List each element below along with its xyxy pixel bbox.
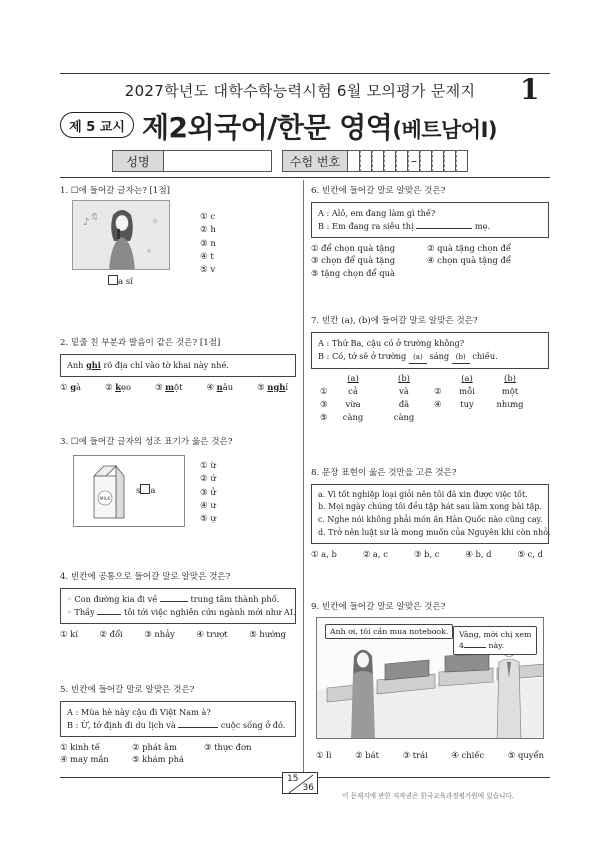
option[interactable]: ② h <box>200 225 216 236</box>
question-box: a. Vì tốt nghiệp loại giỏi nên tôi đã xin được việc tốt. b. Mọi ngày chúng tôi đều tập hát sau làm xong bài tập. c. Nghe nói không phải món ăn Hàn Quốc nào cũng cay. d. Trở nên luật sư là mong muốn của Nguyên khi còn nhỏ. <box>311 484 549 545</box>
option[interactable]: ④ trượt <box>196 628 228 639</box>
exam-number-cell[interactable] <box>348 150 360 172</box>
subject-title <box>142 106 497 146</box>
header-top-rule <box>60 73 550 74</box>
singer-caption: a sĩ <box>108 275 133 287</box>
exam-number-cell[interactable] <box>432 150 444 172</box>
option[interactable]: ③ b, c <box>413 549 440 560</box>
option[interactable]: ① a, b <box>311 549 337 560</box>
option[interactable]: ① lì <box>316 750 332 760</box>
question-8 <box>311 468 549 561</box>
question-7 <box>311 316 549 369</box>
q5-options <box>60 742 296 766</box>
option[interactable]: ③ n <box>200 238 216 249</box>
question-box: A : Thứ Ba, cậu có ở trường không? B : Có, tớ sẽ ở trường (a) sáng (b) chiều. <box>311 332 549 369</box>
option[interactable]: ④ tuy nhưng <box>434 399 524 410</box>
question-box: ◦ Con đường kia đi về trung tâm thành phố. ◦ Thầy tôi tới việc nghiên cứu ngành mới như AI. <box>60 588 296 624</box>
exam-number-cell[interactable] <box>372 150 384 172</box>
column-divider <box>303 180 304 772</box>
question-title: 8. 문장 표현이 옳은 것만을 고른 것은? <box>311 468 457 478</box>
singer-illustration <box>72 200 170 270</box>
option[interactable]: ⑤ khám phá <box>132 754 184 765</box>
q1-options <box>200 211 216 278</box>
option[interactable]: ④ nâu <box>206 381 234 392</box>
exam-number-cell[interactable] <box>384 150 396 172</box>
milk-label: MILK <box>99 497 111 502</box>
question-title: 1. ☐에 들어갈 글자는? [1점] <box>60 186 171 196</box>
question-title: 2. 밑줄 친 부분과 발음이 같은 것은? [1점] <box>60 338 221 348</box>
name-label: 성명 <box>112 150 164 172</box>
option[interactable]: ③ nhảy <box>144 628 175 639</box>
option[interactable]: ② bát <box>355 750 380 760</box>
speech-bubble-right: Vâng, mời chị xem 4 này. <box>453 626 537 655</box>
milk-word: s a <box>136 486 156 496</box>
option[interactable]: ④ chiếc <box>451 750 485 760</box>
speech-bubble-left: Anh ơi, tôi cần mua notebook. <box>325 624 453 639</box>
question-title: 5. 빈칸에 들어갈 말로 알맞은 것은? <box>60 685 195 695</box>
option[interactable]: ④ b, d <box>465 549 492 560</box>
milk-carton-icon <box>74 456 186 528</box>
exam-number-cell[interactable] <box>396 150 408 172</box>
page-number: 1 <box>520 73 540 106</box>
q6-options <box>311 243 549 279</box>
q8-options <box>311 549 549 560</box>
exam-number-cell[interactable] <box>420 150 432 172</box>
exam-number-dash: – <box>408 150 420 172</box>
option[interactable]: ⑤ tặng chọn để quà <box>311 267 396 278</box>
option[interactable]: ① kinh tế <box>60 741 100 752</box>
q2-options <box>60 382 296 393</box>
option[interactable]: ⑤ v <box>200 265 216 276</box>
exam-number-cell[interactable] <box>360 150 372 172</box>
option[interactable]: ① ừ <box>200 461 216 471</box>
header-bottom-rule <box>60 177 550 178</box>
option[interactable]: ① để chọn quà tặng <box>311 242 396 253</box>
option[interactable]: ③ vừa đã <box>320 399 410 410</box>
option[interactable]: ① c <box>200 212 216 222</box>
question-box: A : Alô, em đang làm gì thế? B : Em đang ra siêu thị mẹ. <box>311 202 549 238</box>
milk-picture-box <box>73 455 185 527</box>
question-2 <box>60 338 296 393</box>
option[interactable]: ① cả và <box>320 386 409 397</box>
subject-sub: (베트남어Ⅰ) <box>392 118 497 142</box>
svg-text:♪: ♪ <box>83 217 90 228</box>
question-box: A : Mùa hè này cậu đi Việt Nam à? B : Ừ, tớ định đi du lịch và cuộc sống ở đó. <box>60 701 296 737</box>
page-current: 15 <box>287 774 299 784</box>
option[interactable]: ⑤ quyển <box>507 750 544 760</box>
copyright-notice: 이 문제지에 관한 저작권은 한국교육과정평가원에 있습니다. <box>342 792 514 800</box>
option[interactable]: ② đổi <box>99 628 123 639</box>
option[interactable]: ② phát âm <box>132 741 177 752</box>
option[interactable]: ④ chọn quà tặng để <box>427 255 512 266</box>
question-box: Anh ghi rõ địa chỉ vào tờ khai này nhé. <box>60 354 296 377</box>
option[interactable]: ④ may mắn <box>60 754 109 765</box>
question-4 <box>60 572 296 640</box>
option[interactable]: ⑤ c, d <box>517 549 543 560</box>
question-title: 3. ☐에 들어갈 글자의 성조 표기가 옳은 것은? <box>60 437 233 447</box>
svg-text:♫: ♫ <box>91 212 99 221</box>
student-id-row <box>112 150 468 172</box>
option[interactable]: ② mỗi một <box>434 386 519 397</box>
question-title: 9. 빈칸에 들어갈 말로 알맞은 것은? <box>311 602 446 612</box>
question-3 <box>60 437 296 449</box>
option[interactable]: ③ một <box>154 381 183 392</box>
question-1 <box>60 186 296 198</box>
option[interactable]: ② a, c <box>362 549 388 560</box>
option[interactable]: ⑤ nghỉ <box>257 381 288 392</box>
store-illustration <box>316 617 544 739</box>
option[interactable]: ② kẹo <box>105 381 132 392</box>
q4-options <box>60 629 296 640</box>
option[interactable]: ① gà <box>60 381 82 392</box>
option[interactable]: ③ chọn để quà tặng <box>311 255 396 266</box>
option[interactable]: ③ thực đơn <box>204 741 252 752</box>
option[interactable]: ③ ử <box>200 487 216 498</box>
name-field[interactable] <box>164 150 272 172</box>
question-5 <box>60 685 296 766</box>
exam-title: 2027학년도 대학수학능력시험 6월 모의평가 문제지 <box>124 82 476 100</box>
question-9 <box>311 602 549 614</box>
option[interactable]: ⑤ ự <box>200 514 216 525</box>
option[interactable]: ① kí <box>60 628 78 639</box>
option[interactable]: ⑤ càng càng <box>320 412 415 423</box>
page-total: 36 <box>302 783 314 793</box>
q3-options <box>200 460 216 527</box>
exam-number-cell[interactable] <box>444 150 456 172</box>
answer-blank-square <box>108 275 118 285</box>
option[interactable]: ⑤ hướng <box>249 628 286 639</box>
answer-blank-square <box>140 484 150 494</box>
period-badge: 제 5 교시 <box>60 112 134 138</box>
question-title: 6. 빈칸에 들어갈 말로 알맞은 것은? <box>311 186 446 196</box>
option[interactable]: ③ trái <box>402 750 428 760</box>
option[interactable]: ④ ư <box>200 500 216 511</box>
subject-main: 제2외국어/한문 영역 <box>142 111 393 144</box>
option[interactable]: ④ t <box>200 251 214 262</box>
question-title: 4. 빈칸에 공통으로 들어갈 말로 알맞은 것은? <box>60 572 231 582</box>
option[interactable]: ② quà tặng chọn để <box>427 242 512 253</box>
exam-number-label: 수험 번호 <box>282 150 348 172</box>
option[interactable]: ② ứ <box>200 474 216 485</box>
question-6 <box>311 186 549 279</box>
q7-options: (a) (b) (a) (b) ① cả và ② mỗi một ③ vừa đã ④ tuy nhưng ⑤ càng càng <box>320 372 532 424</box>
page-counter <box>282 772 318 794</box>
exam-number-cell[interactable] <box>456 150 468 172</box>
question-title: 7. 빈칸 (a), (b)에 들어갈 말로 알맞은 것은? <box>311 316 478 326</box>
q9-options <box>316 750 544 760</box>
